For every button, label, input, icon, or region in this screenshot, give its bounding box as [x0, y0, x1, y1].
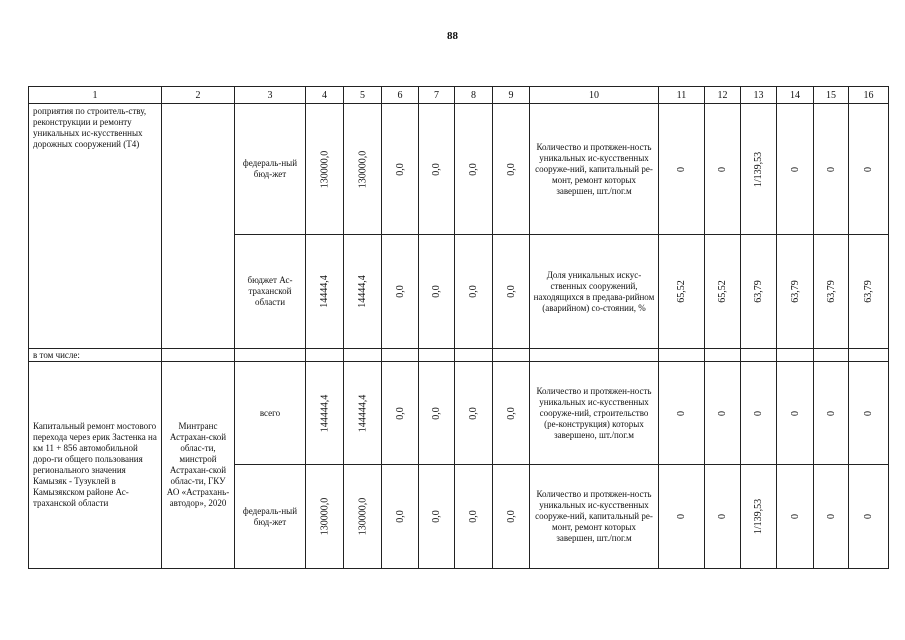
value-cell [382, 104, 419, 235]
indicator-value-cell [777, 465, 814, 569]
col-header-4: 4 [306, 87, 344, 104]
col-header-13: 13 [741, 87, 777, 104]
value-text: 0,0 [468, 406, 479, 420]
value-cell [344, 465, 382, 569]
value-text: 0,0 [394, 162, 406, 176]
indicator-value: 63,79 [753, 280, 764, 303]
col-header-15: 15 [814, 87, 849, 104]
value-cell [455, 362, 493, 465]
indicator-value-cell [849, 362, 889, 465]
value-text: 130000,0 [319, 150, 331, 188]
indicator-value: 1/139,53 [753, 498, 765, 535]
col-header-16: 16 [849, 87, 889, 104]
indicator-value-cell [705, 104, 741, 235]
value-cell [382, 465, 419, 569]
value-text: 14444,4 [319, 275, 330, 308]
indicator-value-cell [741, 362, 777, 465]
executor-cell: Минтранс Астрахан-ской облас-ти, минстрой Астрахан-ской облас-ти, ГКУ АО «Астрахань-автодор», 2020 [162, 362, 235, 569]
value-text: 0,0 [505, 162, 517, 176]
indicator-value-cell [814, 104, 849, 235]
header-row [29, 87, 889, 104]
indicator-value-cell [849, 235, 889, 349]
indicator-value-cell [741, 235, 777, 349]
col-header-8: 8 [455, 87, 493, 104]
value-cell [306, 465, 344, 569]
indicator-value: 0 [717, 514, 728, 519]
indicator-value-cell [849, 465, 889, 569]
table-row [29, 362, 889, 465]
value-cell [419, 362, 455, 465]
page-number: 88 [447, 30, 458, 42]
value-text: 144444,4 [319, 394, 331, 432]
executor-cell [162, 104, 235, 349]
value-text: 144444,4 [357, 394, 369, 432]
col-header-6: 6 [382, 87, 419, 104]
indicator-value: 0 [863, 514, 874, 519]
funding-source-cell: федераль-ный бюд-жет [235, 104, 306, 235]
value-text: 0,0 [468, 510, 479, 523]
col-header-2: 2 [162, 87, 235, 104]
value-text: 0,0 [431, 162, 442, 176]
indicator-value-cell [849, 104, 889, 235]
indicator-value: 63,79 [863, 280, 874, 303]
value-cell [493, 465, 530, 569]
value-text: 0,0 [505, 406, 517, 420]
indicator-value: 0 [789, 410, 801, 416]
value-cell [344, 104, 382, 235]
value-cell [493, 104, 530, 235]
value-cell [382, 235, 419, 349]
value-cell [455, 104, 493, 235]
value-text: 0,0 [431, 510, 442, 523]
value-text: 0,0 [505, 510, 517, 523]
indicator-value-cell [705, 465, 741, 569]
indicator-value: 65,52 [717, 280, 728, 303]
indicator-value-cell [659, 465, 705, 569]
value-cell [419, 104, 455, 235]
indicator-value-cell [659, 362, 705, 465]
value-cell [382, 362, 419, 465]
value-cell [306, 235, 344, 349]
indicator-value: 63,79 [789, 280, 801, 303]
indicator-value: 0 [717, 410, 728, 416]
value-text: 0,0 [394, 510, 406, 523]
indicator-value-cell [705, 362, 741, 465]
indicator-value: 0 [717, 166, 728, 172]
program-table [28, 86, 889, 569]
value-cell [493, 235, 530, 349]
col-header-12: 12 [705, 87, 741, 104]
value-text: 130000,0 [357, 497, 369, 536]
value-text: 0,0 [468, 285, 479, 298]
col-header-3: 3 [235, 87, 306, 104]
funding-source-cell: бюджет Ас-траханской области [235, 235, 306, 349]
subheading-cell: в том числе: [29, 349, 162, 362]
value-cell [306, 362, 344, 465]
indicator-value: 0 [789, 514, 801, 519]
indicator-value-cell [814, 362, 849, 465]
value-text: 130000,0 [357, 150, 369, 188]
indicator-value: 0 [789, 166, 801, 172]
indicator-value: 0 [753, 410, 764, 416]
value-cell [344, 362, 382, 465]
value-text: 0,0 [505, 285, 517, 298]
value-cell [455, 465, 493, 569]
value-cell [493, 362, 530, 465]
funding-source-cell: всего [235, 362, 306, 465]
indicator-value-cell [659, 104, 705, 235]
value-text: 0,0 [468, 162, 479, 176]
indicator-value: 0 [825, 514, 837, 519]
col-header-10: 10 [530, 87, 659, 104]
indicator-value: 63,79 [825, 280, 837, 303]
value-text: 0,0 [394, 285, 406, 298]
value-cell [344, 235, 382, 349]
indicator-value: 65,52 [676, 280, 687, 303]
value-text: 0,0 [431, 406, 442, 420]
indicator-value: 0 [676, 410, 687, 416]
indicator-value: 1/139,53 [753, 151, 765, 187]
value-cell [419, 465, 455, 569]
indicator-value-cell [659, 235, 705, 349]
table-row [29, 104, 889, 235]
indicator-cell: Количество и протяжен-ность уникальных ис-кусственных сооруже-ний, капитальный ре-монт, ремонт которых завершен, шт./пог.м [530, 104, 659, 235]
subheading-row [29, 349, 889, 362]
col-header-5: 5 [344, 87, 382, 104]
indicator-cell: Количество и протяжен-ность уникальных ис-кусственных сооруже-ний, капитальный ре-монт, ремонт которых завершен, шт./пог.м [530, 465, 659, 569]
value-cell [306, 104, 344, 235]
indicator-cell: Количество и протяжен-ность уникальных ис-кусственных сооруже-ний, строительство (ре-конструкция) которых завершено, шт./пог.м [530, 362, 659, 465]
indicator-value-cell [777, 235, 814, 349]
indicator-value-cell [814, 235, 849, 349]
col-header-11: 11 [659, 87, 705, 104]
indicator-value: 0 [825, 166, 837, 172]
funding-source-cell: федераль-ный бюд-жет [235, 465, 306, 569]
value-cell [455, 235, 493, 349]
col-header-14: 14 [777, 87, 814, 104]
measure-name-cell: роприятия по строитель-ству, реконструкции и ремонту уникальных ис-кусственных дорожных сооружений (Т4) [29, 104, 162, 349]
value-text: 14444,4 [357, 275, 368, 308]
indicator-value: 0 [676, 166, 687, 172]
indicator-value-cell [705, 235, 741, 349]
indicator-value: 0 [863, 166, 874, 172]
indicator-value-cell [741, 465, 777, 569]
value-text: 130000,0 [319, 497, 331, 536]
value-text: 0,0 [431, 285, 442, 298]
value-text: 0,0 [394, 406, 406, 420]
indicator-value-cell [814, 465, 849, 569]
indicator-cell: Доля уникальных искус-ственных сооружений, находящихся в предава-рийном (аварийном) со-стоянии, % [530, 235, 659, 349]
indicator-value-cell [777, 104, 814, 235]
value-cell [419, 235, 455, 349]
indicator-value-cell [777, 362, 814, 465]
col-header-7: 7 [419, 87, 455, 104]
indicator-value-cell [741, 104, 777, 235]
measure-name-cell: Капитальный ремонт мостового перехода через ерик Застенка на км 11 + 856 автомобильной доро-ги общего пользования регионального значения Камызяк - Тузуклей в Камызякском районе Ас-траханской области [29, 362, 162, 569]
indicator-value: 0 [825, 410, 837, 416]
indicator-value: 0 [676, 514, 687, 519]
indicator-value: 0 [863, 410, 874, 416]
col-header-9: 9 [493, 87, 530, 104]
col-header-1: 1 [29, 87, 162, 104]
